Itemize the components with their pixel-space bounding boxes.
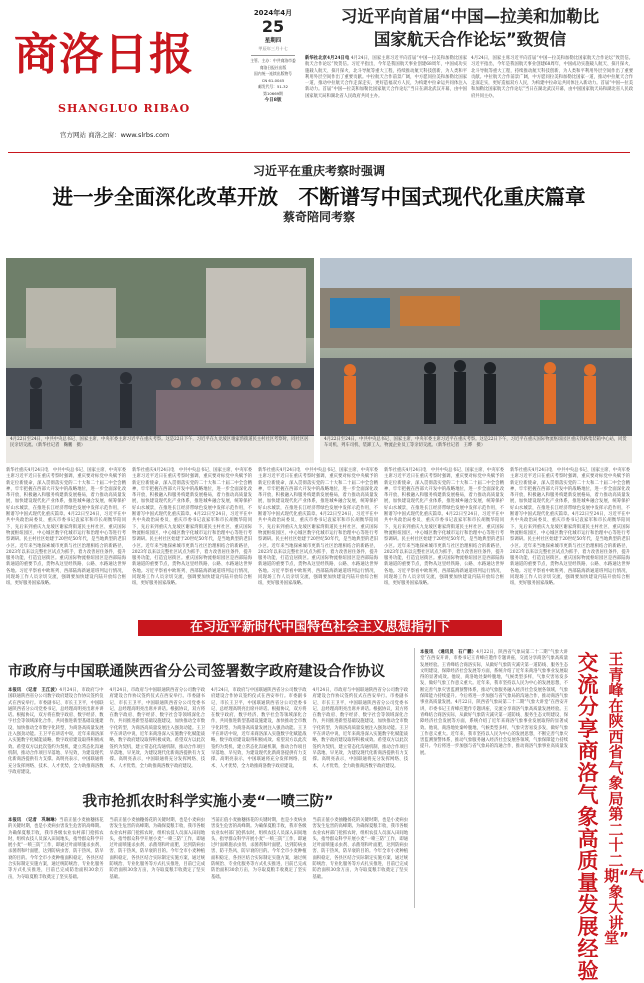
main-story-col (258, 468, 378, 613)
story2-text: 4月24日，市政府与中国联通陕西省分公司数字政府建设合作协议签约仪式在西安举行。市委副书记、市长王卫平，中国联通陕西省分公司党委书记、总经理高明亮出席并讲话。根据协议，双方将在数字政府、数字经济、数字社会等领域深化合作，共同推进新型基础设施建设，加快推动全市数字化转型，为商洛高质量发展注入强劲动能。王卫平在讲话中说，近年来商洛深入实施数字化赋能战略，数字政府建设取得积极成效。希望双方以此次签约为契机，建立常态化沟通机制，推动合作项目早落地、早见效，为建设现代化新商洛提供有力支撑。高明亮表示，中国联通将充分发挥网络、技术、人才优势，全力助推商洛数字政府建设。 (312, 688, 408, 769)
top-story-body-col2 (471, 56, 633, 138)
main-story-col (384, 468, 504, 613)
story2-col (8, 688, 104, 783)
story3-text: 当前正值小麦抽穗扬花的关键时期，也是小麦病虫害发生危害的高峰期。为确保夏粮丰收，我市各级农业农村部门抢抓农时，组织农技人员深入田间地头，指导群众科学开展小麦“一喷三防”工作，即通过叶面喷施杀虫剂、杀菌剂和叶面肥，达到防病虫害、防干热风、防早衰的目的。今年全市小麦种植面积稳定，各县区结合实际制定实施方案，通过统防统治、专业化服务等方式扎实推进，目前已完成防治面积30余万亩，为夺取夏粮丰收奠定了坚实基础。 (312, 818, 408, 880)
story3-col (110, 818, 206, 908)
publication-info-line: 第10669期 (263, 90, 283, 96)
story2-col (110, 688, 206, 783)
date-box (249, 6, 297, 146)
photo-community-visit[interactable] (6, 258, 314, 463)
story3-text: 当前正值小麦抽穗扬花的关键时期，也是小麦病虫害发生危害的高峰期。为确保夏粮丰收，我市各级农业农村部门抢抓农时，组织农技人员深入田间地头，指导群众科学开展小麦“一喷三防”工作，即通过叶面喷施杀虫剂、杀菌剂和叶面肥，达到防病虫害、防干热风、防早衰的目的。今年全市小麦种植面积稳定，各县区结合实际制定实施方案，通过统防统治、专业化服务等方式扎实推进，目前已完成防治面积30余万亩，为夺取夏粮丰收奠定了坚实基础。 (109, 818, 205, 880)
publication-info-line: 国内统一连续出版物号 (254, 71, 292, 77)
newspaper-logo: 商洛日报 (14, 29, 194, 80)
theme-banner: 在习近平新时代中国特色社会主义思想指引下 (138, 620, 502, 636)
publication-info (249, 58, 297, 104)
photo-credit-left: （新华社记者 鞠鹏 摄） (35, 443, 86, 448)
story2-body (8, 688, 408, 783)
story2-col (211, 688, 307, 783)
story4-title-col1[interactable]: 交流分享商洛气象高质量发展经验 (577, 651, 599, 983)
story4-col (420, 650, 568, 908)
publication-info-line: CN 61-0045 (261, 77, 285, 83)
main-story-subhead: 蔡奇陪同考察 (282, 210, 355, 224)
story4-byline: 本报讯 （通讯员 石广鹏） (420, 650, 477, 655)
main-story-kicker: 习近平在重庆考察时强调 (252, 164, 385, 178)
story2-text: 4月24日，市政府与中国联通陕西省分公司数字政府建设合作协议签约仪式在西安举行。市委副书记、市长王卫平，中国联通陕西省分公司党委书记、总经理高明亮出席并讲话。根据协议，双方将在数字政府、数字经济、数字社会等领域深化合作，共同推进新型基础设施建设，加快推动全市数字化转型，为商洛高质量发展注入强劲动能。王卫平在讲话中说，近年来商洛深入实施数字化赋能战略，数字政府建设取得积极成效。希望双方以此次签约为契机，建立常态化沟通机制，推动合作项目早落地、早见效，为建设现代化新商洛提供有力支撑。高明亮表示，中国联通将充分发挥网络、技术、人才优势，全力助推商洛数字政府建设。 (211, 688, 307, 769)
top-story-body-col1 (305, 56, 467, 138)
publication-info-line: 今日8版 (264, 97, 282, 103)
photo-caption-left-text: 4月22日至24日，中共中央总书记、国家主席、中央军委主席习近平在重庆考察。这是22日下午，习近平在九龙坡区谢家湾街道民主村社区考察时，同社区居民亲切交流。 (10, 437, 309, 448)
story4-body (420, 650, 568, 908)
publication-info-line: 主管、主办：中共商洛市委 (250, 58, 296, 63)
photo-caption-left (10, 437, 310, 449)
top-story (305, 6, 635, 138)
main-story-col (6, 468, 126, 613)
main-story-text: 新华社重庆4月24日电 中共中央总书记、国家主席、中央军委主席习近平近日在重庆考察时强调，重庆要对标党中央赋予的新定位新使命，深入贯彻落实党的二十大和二十届二中全会精神，牢牢把握在西部大开发中的战略地位，进一步全面深化改革开放，积极融入和服务构建新发展格局，着力推动高质量发展，加快建设现代化产业体系，推进城乡融合发展，统筹保护好山水城景，在推进长江经济带绿色发展中发挥示范作用，不断谱写中国式现代化重庆篇章。4月22日至24日，习近平在中共中央政治局委员、重庆市委书记袁家军和市长胡衡华陪同下，先后来到重庆九龙坡区谢家湾街道民主村社区、重庆国际物流枢纽园区、中心城区数字化城市运行和治理中心等进行考察调研。民主村社区始建于20世纪50年代，是当地典型的老旧小区。近年来当地探索城市更新与社区治理相结合的新路径，2023年以来以完整社区试点为抓手，着力改善居住条件，提升服务功能，打造宜居街区。重庆国际物流枢纽园区是西部陆海新通道的重要节点，货物从这里经铁路、公路、水路通达世界各地。习近平察看中欧班列、西部陆海新通道班列运行情况，同现场工作人员亲切交流，强调要加快建设内陆开放综合枢纽，更好服务国家战略。 (132, 468, 252, 587)
photo-logistics-visit[interactable] (320, 258, 632, 463)
story3-byline: 本报讯 （记者 巩琳琳） (8, 818, 60, 823)
main-story-text: 新华社重庆4月24日电 中共中央总书记、国家主席、中央军委主席习近平近日在重庆考察时强调，重庆要对标党中央赋予的新定位新使命，深入贯彻落实党的二十大和二十届二中全会精神，牢牢把握在西部大开发中的战略地位，进一步全面深化改革开放，积极融入和服务构建新发展格局，着力推动高质量发展，加快建设现代化产业体系，推进城乡融合发展，统筹保护好山水城景，在推进长江经济带绿色发展中发挥示范作用，不断谱写中国式现代化重庆篇章。4月22日至24日，习近平在中共中央政治局委员、重庆市委书记袁家军和市长胡衡华陪同下，先后来到重庆九龙坡区谢家湾街道民主村社区、重庆国际物流枢纽园区、中心城区数字化城市运行和治理中心等进行考察调研。民主村社区始建于20世纪50年代，是当地典型的老旧小区。近年来当地探索城市更新与社区治理相结合的新路径，2023年以来以完整社区试点为抓手，着力改善居住条件，提升服务功能，打造宜居街区。重庆国际物流枢纽园区是西部陆海新通道的重要节点，货物从这里经铁路、公路、水路通达世界各地。习近平察看中欧班列、西部陆海新通道班列运行情况，同现场工作人员亲切交流，强调要加快建设内陆开放综合枢纽，更好服务国家战略。 (384, 468, 504, 587)
story3-col (313, 818, 409, 908)
column-divider (414, 648, 415, 908)
main-story-body (6, 468, 632, 613)
photo-logistics-visit-art (320, 258, 632, 463)
story2-col (313, 688, 409, 783)
main-story-headline[interactable]: 进一步全面深化改革开放 不断谱写中国式现代化重庆篇章 (52, 185, 586, 209)
story2-byline: 本报讯 （记者 王江波） (8, 688, 60, 693)
story3-body (8, 818, 408, 908)
story3-col (211, 818, 307, 908)
story3-col (8, 818, 104, 908)
date-lunar: 甲辰年三月十七 (258, 46, 288, 51)
website-label[interactable]: 官方网站 商洛之窗：www.slrbs.com (60, 131, 170, 139)
photo-community-visit-art (6, 258, 314, 463)
top-story-title-line2[interactable]: 国家航天合作论坛”致贺信 (373, 30, 567, 49)
date-day: 25 (261, 17, 285, 36)
main-story-col (132, 468, 252, 613)
top-story-body: 4月24日，国家主席习近平向首届“中国—拉美和加勒比国家航天合作论坛”致贺信。习近平指出，今年是我国航天事业创建68周年，中国成功实施载人航天、探月探火、北斗导航等重大工程，持续推动航天科技创新，为人类和平利用外层空间作出了重要贡献。中拉航天合作前景广阔，中方愿同拉美和加勒比国家一道，推动中拉航天合作走深走实，更好造福双方人民，为构建中拉命运共同体注入新动力。首届“中国—拉美和加勒比国家航天合作论坛”当日在湖北武汉开幕，由中国国家航天局和湖北省人民政府共同主办。 (305, 56, 467, 99)
main-story-col (510, 468, 630, 613)
story4-text: 4月22日，陕西省气象局第二十二期“气象大讲堂”在西安开讲，市委书记王青峰应邀作专题讲座，交流分享商洛气象高质量发展经验。王青峰结合商洛实际，从做好气象防灾减灾第一道防线、服务生态文明建设、保障经济社会发展等方面，系统介绍了近年来商洛气象事业发展取得的显著成效。他说，商洛地处秦岭腹地，气候类型多样，气象灾害易发多发，做好气象工作意义重大。近年来，我市坚持以人民为中心的发展思想，不断完善气象灾害监测预警体系，推动气象服务融入经济社会发展各领域，气象保障能力持续提升。今后将进一步加强与省气象局的沟通合作，推动商洛气象事业高质量发展。 (420, 700, 569, 756)
story2-text: 4月24日，市政府与中国联通陕西省分公司数字政府建设合作协议签约仪式在西安举行。市委副书记、市长王卫平，中国联通陕西省分公司党委书记、总经理高明亮出席并讲话。根据协议，双方将在数字政府、数字经济、数字社会等领域深化合作，共同推进新型基础设施建设，加快推动全市数字化转型，为商洛高质量发展注入强劲动能。王卫平在讲话中说，近年来商洛深入实施数字化赋能战略，数字政府建设取得积极成效。希望双方以此次签约为契机，建立常态化沟通机制，推动合作项目早落地、早见效，为建设现代化新商洛提供有力支撑。高明亮表示，中国联通将充分发挥网络、技术、人才优势，全力助推商洛数字政府建设。 (8, 688, 104, 775)
story3-headline[interactable]: 我市抢抓农时科学实施小麦“一喷三防” (82, 794, 334, 810)
main-story-text: 新华社重庆4月24日电 中共中央总书记、国家主席、中央军委主席习近平近日在重庆考察时强调，重庆要对标党中央赋予的新定位新使命，深入贯彻落实党的二十大和二十届二中全会精神，牢牢把握在西部大开发中的战略地位，进一步全面深化改革开放，积极融入和服务构建新发展格局，着力推动高质量发展，加快建设现代化产业体系，推进城乡融合发展，统筹保护好山水城景，在推进长江经济带绿色发展中发挥示范作用，不断谱写中国式现代化重庆篇章。4月22日至24日，习近平在中共中央政治局委员、重庆市委书记袁家军和市长胡衡华陪同下，先后来到重庆九龙坡区谢家湾街道民主村社区、重庆国际物流枢纽园区、中心城区数字化城市运行和治理中心等进行考察调研。民主村社区始建于20世纪50年代，是当地典型的老旧小区。近年来当地探索城市更新与社区治理相结合的新路径，2023年以来以完整社区试点为抓手，着力改善居住条件，提升服务功能，打造宜居街区。重庆国际物流枢纽园区是西部陆海新通道的重要节点，货物从这里经铁路、公路、水路通达世界各地。习近平察看中欧班列、西部陆海新通道班列运行情况，同现场工作人员亲切交流，强调要加快建设内陆开放综合枢纽，更好服务国家战略。 (258, 468, 378, 587)
story4-title-col2[interactable]: 王青峰在陕西省气象局第二十二期“气象大讲堂” (604, 650, 644, 947)
publication-info-line: 邮发代号：51-32 (257, 84, 289, 90)
story3-text: 当前正值小麦抽穗扬花的关键时期，也是小麦病虫害发生危害的高峰期。为确保夏粮丰收，我市各级农业农村部门抢抓农时，组织农技人员深入田间地头，指导群众科学开展小麦“一喷三防”工作，即通过叶面喷施杀虫剂、杀菌剂和叶面肥，达到防病虫害、防干热风、防早衰的目的。今年全市小麦种植面积稳定，各县区结合实际制定实施方案，通过统防统治、专业化服务等方式扎实推进，目前已完成防治面积30余万亩，为夺取夏粮丰收奠定了坚实基础。 (8, 818, 104, 880)
top-story-lead: 新华社北京4月24日电 (305, 56, 350, 61)
top-story-body: 4月24日，国家主席习近平向首届“中国—拉美和加勒比国家航天合作论坛”致贺信。习近平指出，今年是我国航天事业创建68周年，中国成功实施载人航天、探月探火、北斗导航等重大工程，持续推动航天科技创新，为人类和平利用外层空间作出了重要贡献。中拉航天合作前景广阔，中方愿同拉美和加勒比国家一道，推动中拉航天合作走深走实，更好造福双方人民，为构建中拉命运共同体注入新动力。首届“中国—拉美和加勒比国家航天合作论坛”当日在湖北武汉开幕，由中国国家航天局和湖北省人民政府共同主办。 (471, 56, 633, 99)
photo-caption-right-text: 4月22日至24日，中共中央总书记、国家主席、中央军委主席习近平在重庆考察。这是22日下午，习近平在重庆国际物流枢纽园区重庆铁路集装箱中心站，同货车司机、列车司机、装卸工人、物流企业员工等亲切交流。 (324, 437, 627, 448)
publication-info-line: 商洛日报社出版 (259, 64, 287, 70)
top-story-title-line1[interactable]: 习近平向首届“中国—拉美和加勒比 (340, 7, 600, 26)
date-year-month: 2024年4月 (253, 9, 293, 17)
date-weekday: 星期四 (264, 38, 282, 44)
story3-text: 当前正值小麦抽穗扬花的关键时期，也是小麦病虫害发生危害的高峰期。为确保夏粮丰收，我市各级农业农村部门抢抓农时，组织农技人员深入田间地头，指导群众科学开展小麦“一喷三防”工作，即通过叶面喷施杀虫剂、杀菌剂和叶面肥，达到防病虫害、防干热风、防早衰的目的。今年全市小麦种植面积稳定，各县区结合实际制定实施方案，通过统防统治、专业化服务等方式扎实推进，目前已完成防治面积30余万亩，为夺取夏粮丰收奠定了坚实基础。 (211, 818, 307, 880)
story2-headline[interactable]: 市政府与中国联通陕西省分公司签署数字政府建设合作协议 (8, 664, 385, 680)
main-story-text: 新华社重庆4月24日电 中共中央总书记、国家主席、中央军委主席习近平近日在重庆考察时强调，重庆要对标党中央赋予的新定位新使命，深入贯彻落实党的二十大和二十届二中全会精神，牢牢把握在西部大开发中的战略地位，进一步全面深化改革开放，积极融入和服务构建新发展格局，着力推动高质量发展，加快建设现代化产业体系，推进城乡融合发展，统筹保护好山水城景，在推进长江经济带绿色发展中发挥示范作用，不断谱写中国式现代化重庆篇章。4月22日至24日，习近平在中共中央政治局委员、重庆市委书记袁家军和市长胡衡华陪同下，先后来到重庆九龙坡区谢家湾街道民主村社区、重庆国际物流枢纽园区、中心城区数字化城市运行和治理中心等进行考察调研。民主村社区始建于20世纪50年代，是当地典型的老旧小区。近年来当地探索城市更新与社区治理相结合的新路径，2023年以来以完整社区试点为抓手，着力改善居住条件，提升服务功能，打造宜居街区。重庆国际物流枢纽园区是西部陆海新通道的重要节点，货物从这里经铁路、公路、水路通达世界各地。习近平察看中欧班列、西部陆海新通道班列运行情况，同现场工作人员亲切交流，强调要加快建设内陆开放综合枢纽，更好服务国家战略。 (6, 468, 126, 587)
photo-credit-right: （新华社记者 王晔 摄） (435, 443, 486, 448)
story4-text: 4月22日，陕西省气象局第二十二期“气象大讲堂”在西安开讲，市委书记王青峰应邀作专题讲座，交流分享商洛气象高质量发展经验。王青峰结合商洛实际，从做好气象防灾减灾第一道防线、服务生态文明建设、保障经济社会发展等方面，系统介绍了近年来商洛气象事业发展取得的显著成效。他说，商洛地处秦岭腹地，气候类型多样，气象灾害易发多发，做好气象工作意义重大。近年来，我市坚持以人民为中心的发展思想，不断完善气象灾害监测预警体系，推动气象服务融入经济社会发展各领域，气象保障能力持续提升。今后将进一步加强与省气象局的沟通合作，推动商洛气象事业高质量发展。 (420, 650, 568, 706)
photo-caption-right (324, 437, 628, 449)
newspaper-pinyin: SHANGLUO RIBAO (58, 102, 191, 115)
story2-text: 4月24日，市政府与中国联通陕西省分公司数字政府建设合作协议签约仪式在西安举行。市委副书记、市长王卫平，中国联通陕西省分公司党委书记、总经理高明亮出席并讲话。根据协议，双方将在数字政府、数字经济、数字社会等领域深化合作，共同推进新型基础设施建设，加快推动全市数字化转型，为商洛高质量发展注入强劲动能。王卫平在讲话中说，近年来商洛深入实施数字化赋能战略，数字政府建设取得积极成效。希望双方以此次签约为契机，建立常态化沟通机制，推动合作项目早落地、早见效，为建设现代化新商洛提供有力支撑。高明亮表示，中国联通将充分发挥网络、技术、人才优势，全力助推商洛数字政府建设。 (109, 688, 205, 769)
main-story-text: 新华社重庆4月24日电 中共中央总书记、国家主席、中央军委主席习近平近日在重庆考察时强调，重庆要对标党中央赋予的新定位新使命，深入贯彻落实党的二十大和二十届二中全会精神，牢牢把握在西部大开发中的战略地位，进一步全面深化改革开放，积极融入和服务构建新发展格局，着力推动高质量发展，加快建设现代化产业体系，推进城乡融合发展，统筹保护好山水城景，在推进长江经济带绿色发展中发挥示范作用，不断谱写中国式现代化重庆篇章。4月22日至24日，习近平在中共中央政治局委员、重庆市委书记袁家军和市长胡衡华陪同下，先后来到重庆九龙坡区谢家湾街道民主村社区、重庆国际物流枢纽园区、中心城区数字化城市运行和治理中心等进行考察调研。民主村社区始建于20世纪50年代，是当地典型的老旧小区。近年来当地探索城市更新与社区治理相结合的新路径，2023年以来以完整社区试点为抓手，着力改善居住条件，提升服务功能，打造宜居街区。重庆国际物流枢纽园区是西部陆海新通道的重要节点，货物从这里经铁路、公路、水路通达世界各地。习近平察看中欧班列、西部陆海新通道班列运行情况，同现场工作人员亲切交流，强调要加快建设内陆开放综合枢纽，更好服务国家战略。 (510, 468, 630, 587)
masthead-divider (8, 152, 630, 153)
